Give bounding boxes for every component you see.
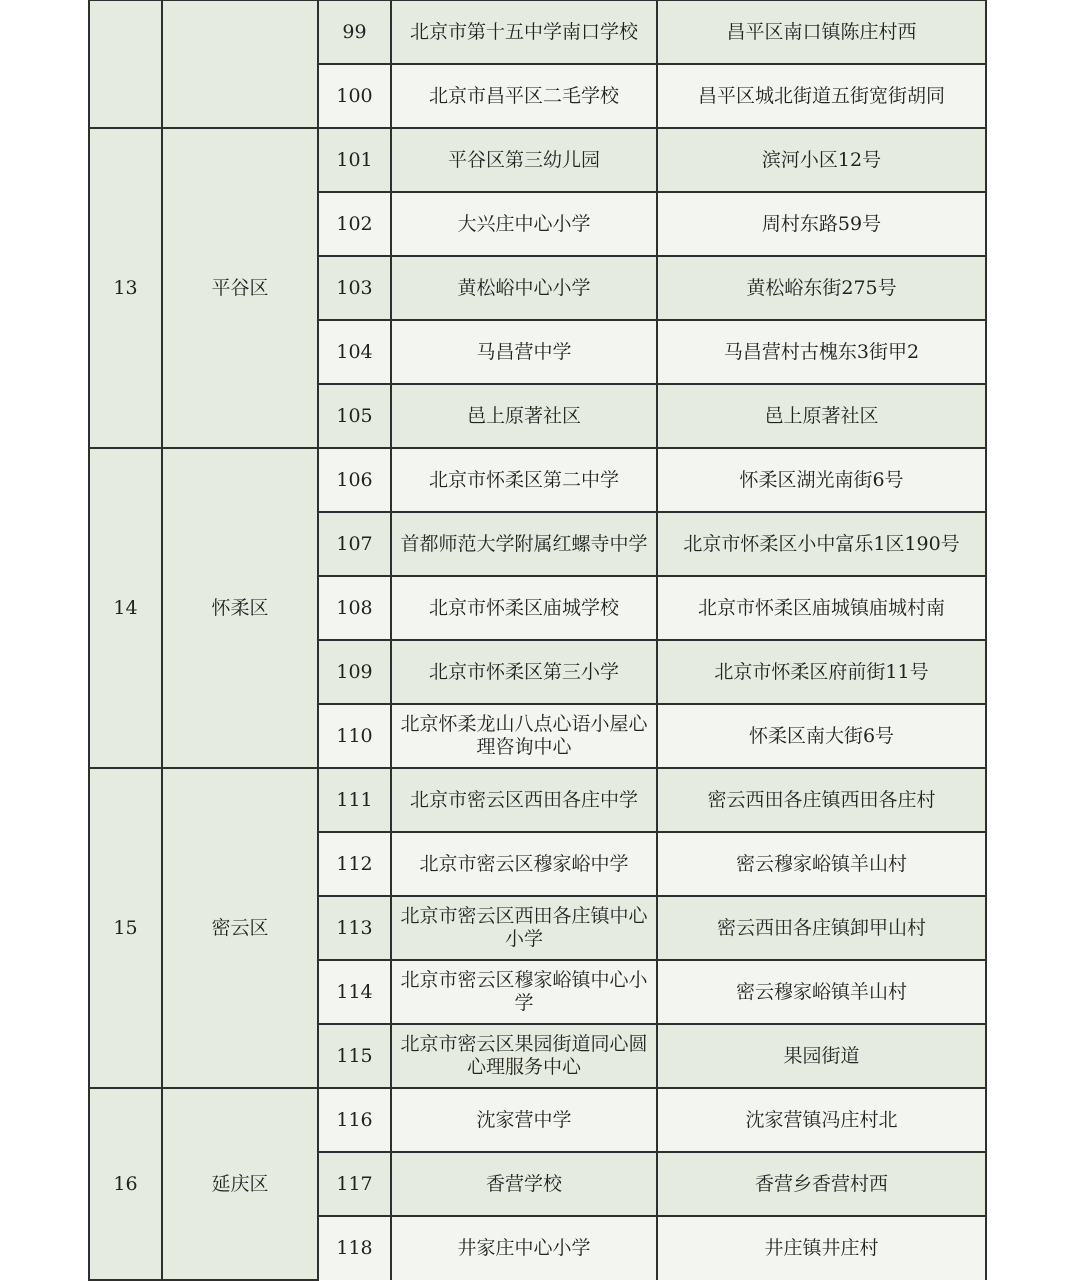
address-cell: 密云穆家峪镇羊山村 [657, 960, 986, 1024]
school-name-cell: 邑上原著社区 [391, 384, 657, 448]
address-cell: 昌平区南口镇陈庄村西 [657, 0, 986, 64]
address-cell: 昌平区城北街道五街宽街胡同 [657, 64, 986, 128]
school-name-cell: 香营学校 [391, 1152, 657, 1216]
address-cell: 怀柔区南大街6号 [657, 704, 986, 768]
table-body [89, 0, 986, 1280]
school-name-cell: 北京市密云区果园街道同心圆心理服务中心 [391, 1024, 657, 1088]
row-number-cell: 106 [318, 448, 391, 512]
row-number-cell: 110 [318, 704, 391, 768]
table-row [89, 768, 986, 832]
address-cell: 马昌营村古槐东3街甲2 [657, 320, 986, 384]
school-name-cell: 北京市密云区西田各庄中学 [391, 768, 657, 832]
address-cell: 邑上原著社区 [657, 384, 986, 448]
address-cell: 北京市怀柔区庙城镇庙城村南 [657, 576, 986, 640]
row-number-cell: 118 [318, 1216, 391, 1280]
address-cell: 滨河小区12号 [657, 128, 986, 192]
district-seq-cell: 13 [89, 128, 162, 448]
address-cell: 黄松峪东街275号 [657, 256, 986, 320]
district-seq-cell [89, 0, 162, 128]
school-name-cell: 北京市怀柔区第三小学 [391, 640, 657, 704]
address-cell: 密云西田各庄镇西田各庄村 [657, 768, 986, 832]
address-cell: 沈家营镇冯庄村北 [657, 1088, 986, 1152]
school-name-cell: 马昌营中学 [391, 320, 657, 384]
school-name-cell: 北京市怀柔区庙城学校 [391, 576, 657, 640]
address-cell: 香营乡香营村西 [657, 1152, 986, 1216]
district-name-cell: 延庆区 [162, 1088, 318, 1280]
row-number-cell: 102 [318, 192, 391, 256]
district-name-cell: 密云区 [162, 768, 318, 1088]
row-number-cell: 109 [318, 640, 391, 704]
school-name-cell: 沈家营中学 [391, 1088, 657, 1152]
address-cell: 井庄镇井庄村 [657, 1216, 986, 1280]
school-name-cell: 北京市密云区穆家峪镇中心小学 [391, 960, 657, 1024]
row-number-cell: 107 [318, 512, 391, 576]
row-number-cell: 115 [318, 1024, 391, 1088]
school-name-cell: 黄松峪中心小学 [391, 256, 657, 320]
row-number-cell: 116 [318, 1088, 391, 1152]
row-number-cell: 103 [318, 256, 391, 320]
address-cell: 密云穆家峪镇羊山村 [657, 832, 986, 896]
row-number-cell: 105 [318, 384, 391, 448]
school-name-cell: 北京市密云区穆家峪中学 [391, 832, 657, 896]
row-number-cell: 104 [318, 320, 391, 384]
school-name-cell: 平谷区第三幼儿园 [391, 128, 657, 192]
school-name-cell: 大兴庄中心小学 [391, 192, 657, 256]
district-name-cell [162, 0, 318, 128]
address-cell: 怀柔区湖光南街6号 [657, 448, 986, 512]
district-seq-cell: 14 [89, 448, 162, 768]
table-row [89, 1088, 986, 1152]
row-number-cell: 114 [318, 960, 391, 1024]
row-number-cell: 113 [318, 896, 391, 960]
table-row [89, 0, 986, 64]
row-number-cell: 111 [318, 768, 391, 832]
school-name-cell: 北京市密云区西田各庄镇中心小学 [391, 896, 657, 960]
table-row [89, 128, 986, 192]
row-number-cell: 99 [318, 0, 391, 64]
address-cell: 北京市怀柔区小中富乐1区190号 [657, 512, 986, 576]
district-seq-cell: 16 [89, 1088, 162, 1280]
address-cell: 密云西田各庄镇卸甲山村 [657, 896, 986, 960]
address-cell: 周村东路59号 [657, 192, 986, 256]
school-name-cell: 北京怀柔龙山八点心语小屋心理咨询中心 [391, 704, 657, 768]
school-name-cell: 北京市怀柔区第二中学 [391, 448, 657, 512]
table-row [89, 448, 986, 512]
school-name-cell: 首都师范大学附属红螺寺中学 [391, 512, 657, 576]
district-name-cell: 怀柔区 [162, 448, 318, 768]
address-cell: 果园街道 [657, 1024, 986, 1088]
school-name-cell: 井家庄中心小学 [391, 1216, 657, 1280]
district-seq-cell: 15 [89, 768, 162, 1088]
row-number-cell: 117 [318, 1152, 391, 1216]
row-number-cell: 108 [318, 576, 391, 640]
row-number-cell: 112 [318, 832, 391, 896]
school-list-table [88, 0, 987, 1281]
row-number-cell: 100 [318, 64, 391, 128]
district-name-cell: 平谷区 [162, 128, 318, 448]
school-name-cell: 北京市昌平区二毛学校 [391, 64, 657, 128]
address-cell: 北京市怀柔区府前街11号 [657, 640, 986, 704]
school-name-cell: 北京市第十五中学南口学校 [391, 0, 657, 64]
row-number-cell: 101 [318, 128, 391, 192]
